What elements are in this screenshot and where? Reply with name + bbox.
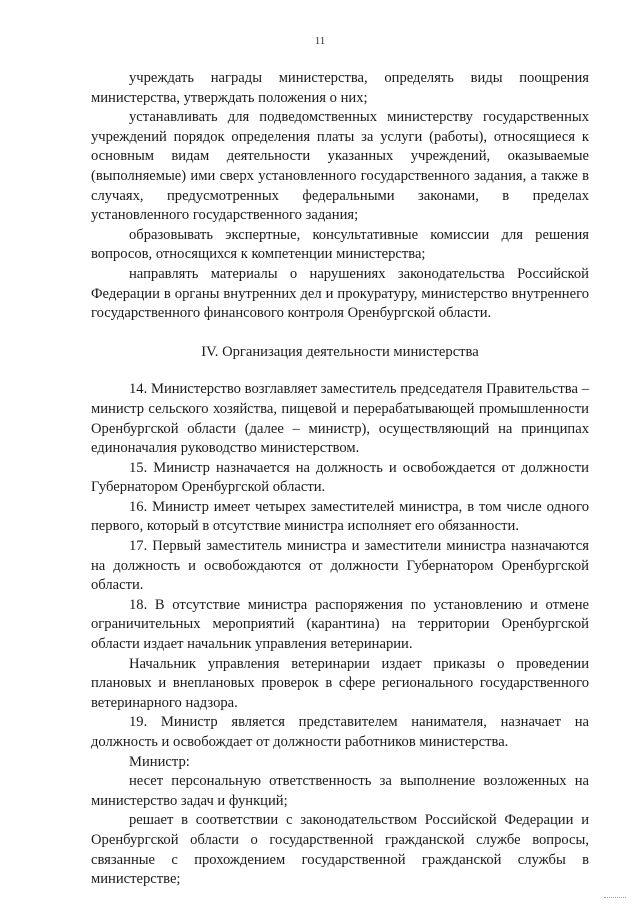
paragraph: образовывать экспертные, консультативные комиссии для решения вопросов, относящихся к компетенции министерства; xyxy=(91,226,589,263)
paragraph: решает в соответствии с законодательством Российской Федерации и Оренбургской области о государственной гражданской службе вопросы, связанные с прохождением государственной гражданской службы в министерстве; xyxy=(91,812,589,888)
paragraph: направлять материалы о нарушениях законодательства Российской Федерации в органы внутренних дел и прокуратуру, министерство внутреннего государственного финансового контроля Оренбургской области. xyxy=(91,265,589,322)
paragraph: устанавливать для подведомственных министерству государственных учреждений порядок определения платы за услуги (работы), относящиеся к основным видам деятельности указанных учреждений, оказываемые (выполняемые) ими сверх установленного государственного задания, а также в случаях, предусмотренных федеральными законами, в пределах установленного государственного задания; xyxy=(91,109,589,224)
page-number: 11 xyxy=(314,35,326,47)
paragraph: 15. Министр назначается на должность и освобождается от должности Губернатором Оренбургской области. xyxy=(91,459,589,496)
paragraph: учреждать награды министерства, определять виды поощрения министерства, утверждать положения о них; xyxy=(91,70,589,106)
paragraph: 14. Министерство возглавляет заместитель председателя Правительства – министр сельского хозяйства, пищевой и перерабатывающей промышленности Оренбургской области (далее – министр), осуществляющий на принципах единоначалия руководство министерством. xyxy=(91,381,589,457)
paragraph: несет персональную ответственность за выполнение возложенных на министерство задач и функций; xyxy=(91,773,589,809)
scan-mark xyxy=(604,897,626,901)
section-heading: IV. Организация деятельности министерства xyxy=(201,343,479,360)
paragraph: Министр: xyxy=(129,753,190,770)
paragraph: 16. Министр имеет четырех заместителей министра, в том числе одного первого, который в отсутствие министра исполняет его обязанности. xyxy=(91,498,589,535)
paragraph: Начальник управления ветеринарии издает приказы о проведении плановых и внеплановых проверок в сфере регионального государственного ветеринарного надзора. xyxy=(91,655,589,711)
paragraph: 17. Первый заместитель министра и заместители министра назначаются на должность и освобождаются от должности Губернатором Оренбургской области. xyxy=(91,538,589,594)
paragraph: 19. Министр является представителем нанимателя, назначает на должность и освобождает от должности работников министерства. xyxy=(91,714,589,750)
paragraph: 18. В отсутствие министра распоряжения по установлению и отмене ограничительных мероприятий (карантина) на территории Оренбургской области издает начальник управления ветеринарии. xyxy=(91,596,589,653)
document-body xyxy=(91,69,589,890)
